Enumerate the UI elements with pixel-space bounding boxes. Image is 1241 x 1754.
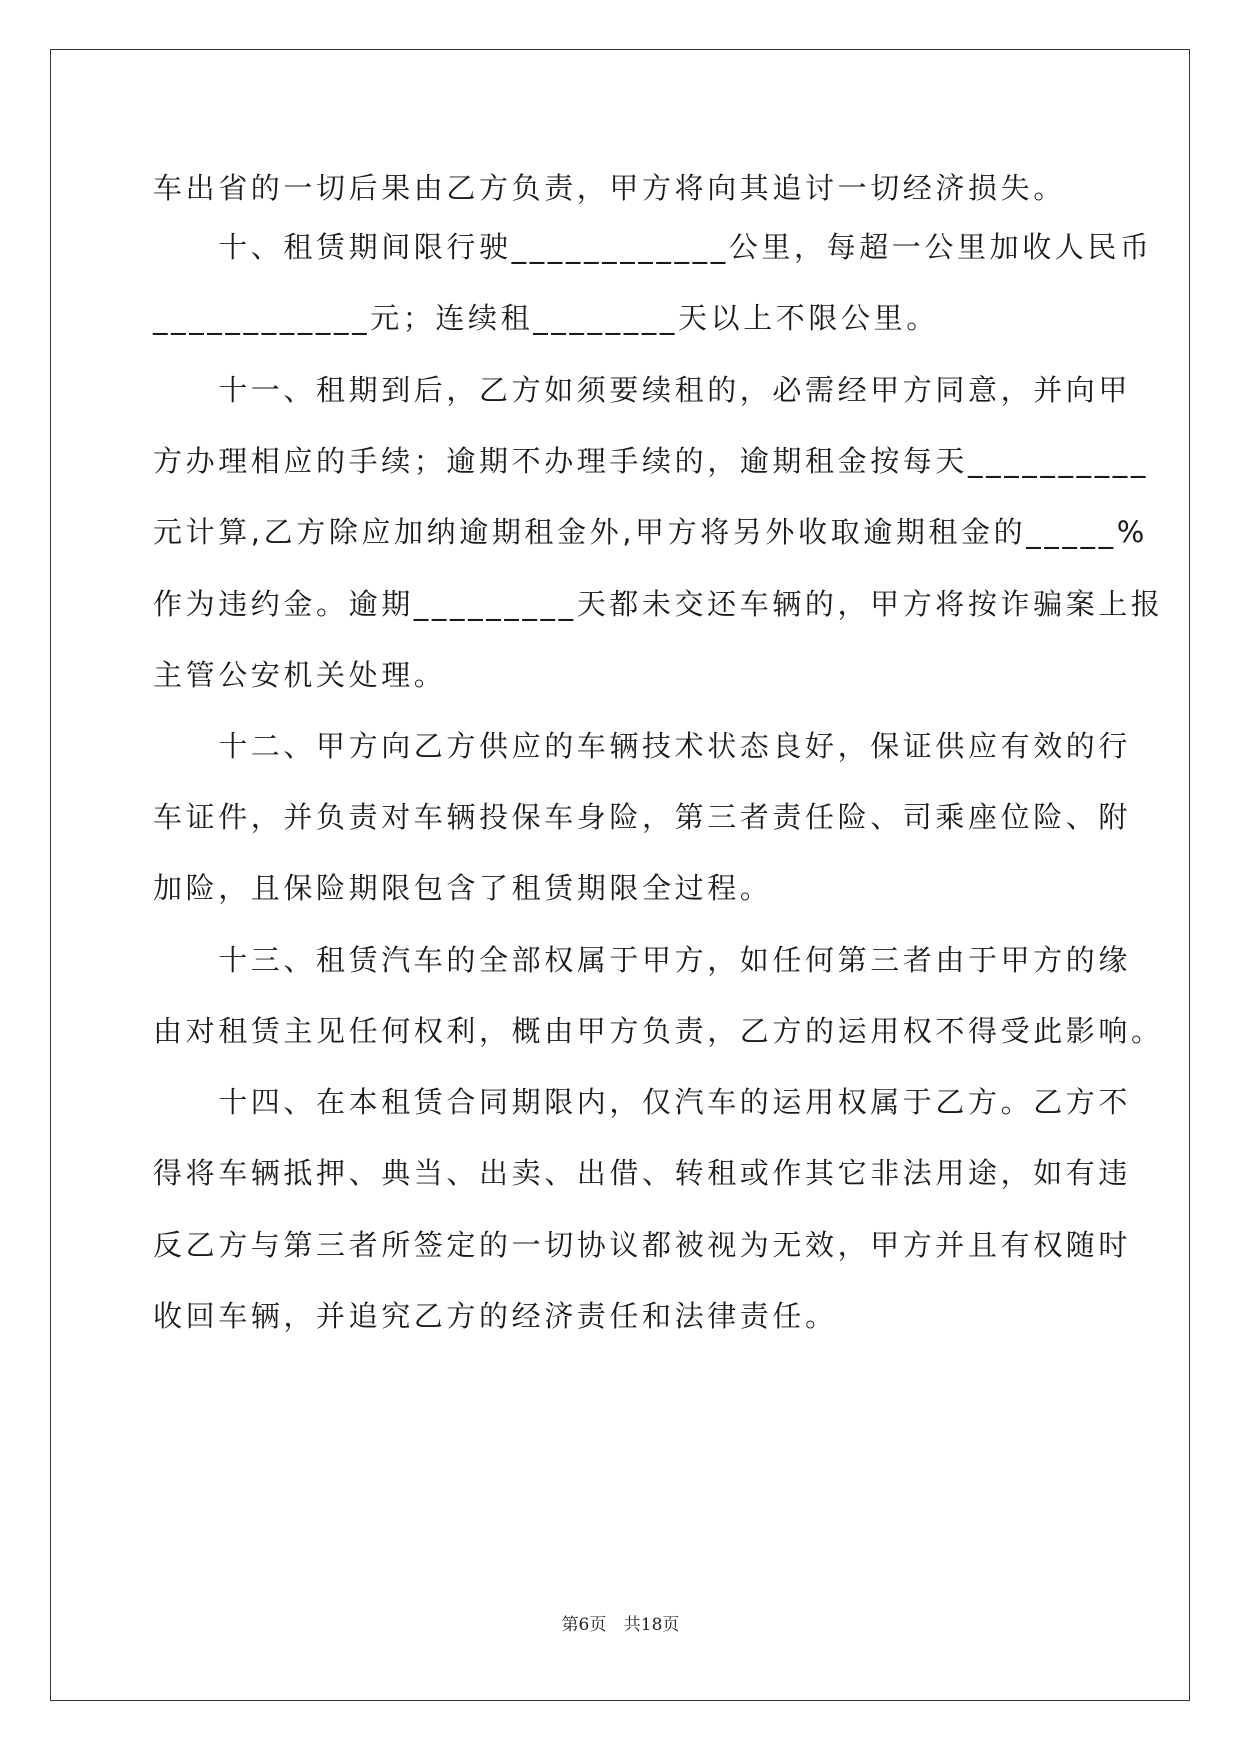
text-line: 十、租赁期间限行驶____________公里，每超一公里加收人民币 [153,230,1153,264]
page-footer [0,1613,1241,1637]
text-line: 元计算,乙方除应加纳逾期租金外,甲方将另外收取逾期租金的_____% [153,515,1148,549]
text-line: 十三、租赁汽车的全部权属于甲方，如任何第三者由于甲方的缘 [153,943,1132,977]
text-line: 反乙方与第三者所签定的一切协议都被视为无效，甲方并且有权随时 [153,1228,1132,1262]
text-line: 加险，且保险期限包含了租赁期限全过程。 [153,871,773,905]
text-line: 主管公安机关处理。 [153,658,447,692]
text-line: 十一、租期到后，乙方如须要续租的，必需经甲方同意，并向甲 [153,373,1132,407]
text-line: 由对租赁主见任何权利，概由甲方负责，乙方的运用权不得受此影响。 [153,1014,1164,1048]
text-line: 方办理相应的手续；逾期不办理手续的，逾期租金按每天__________ [153,444,1150,478]
text-line: 十二、甲方向乙方供应的车辆技术状态良好，保证供应有效的行 [153,729,1132,763]
text-line: ____________元；连续租________天以上不限公里。 [153,301,939,335]
text-line: 收回车辆，并追究乙方的经济责任和法律责任。 [153,1299,838,1333]
text-line: 十四、在本租赁合同期限内，仅汽车的运用权属于乙方。乙方不 [153,1085,1132,1119]
text-line: 车证件，并负责对车辆投保车身险，第三者责任险、司乘座位险、附 [153,800,1132,834]
text-line: 得将车辆抵押、典当、出卖、出借、转租或作其它非法用途，如有违 [153,1156,1132,1190]
text-line: 车出省的一切后果由乙方负责，甲方将向其追讨一切经济损失。 [153,171,1066,205]
page-total: 共18页 [623,1615,680,1635]
text-line: 作为违约金。逾期_________天都未交还车辆的，甲方将按诈骗案上报 [153,587,1164,621]
page-number: 第6页 [561,1615,607,1635]
